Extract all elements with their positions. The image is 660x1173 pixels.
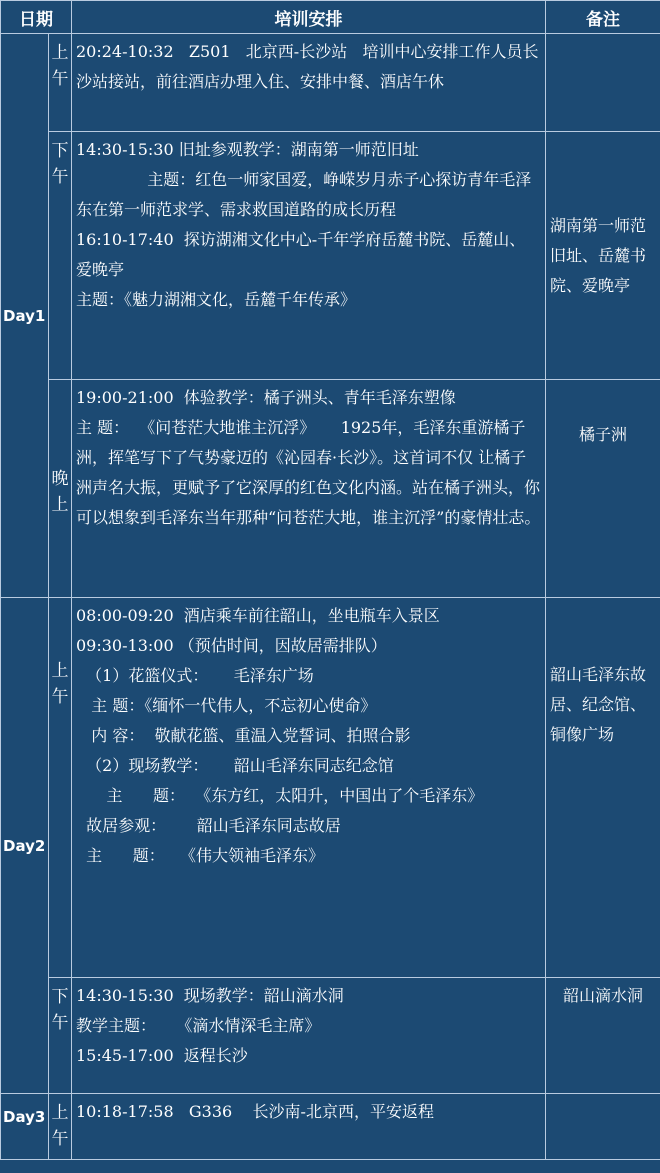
- schedule-line: （1）花篮仪式： 毛泽东广场: [76, 666, 314, 685]
- note-cell: [546, 1094, 660, 1160]
- header-schedule: 培训安排: [72, 1, 546, 34]
- table-row: [1, 1094, 660, 1160]
- schedule-line: 主 题： 《东方红，太阳升，中国出了个毛泽东》: [76, 786, 484, 805]
- schedule-line: 19:00-21:00 体验教学：橘子洲头、青年毛泽东塑像: [76, 388, 456, 407]
- period-label: [49, 132, 72, 380]
- schedule-cell: [72, 132, 546, 380]
- period-text: 下午: [51, 987, 69, 1033]
- schedule-line: 内 容： 敬献花篮、重温入党誓词、拍照合影: [76, 726, 411, 745]
- header-notes: 备注: [546, 1, 660, 34]
- period-label: [49, 1094, 72, 1160]
- schedule-line: 14:30-15:30 现场教学：韶山滴水洞: [76, 986, 344, 1005]
- header-date: 日期: [1, 1, 72, 34]
- table-row: [1, 978, 660, 1094]
- schedule-cell: [72, 380, 546, 598]
- note-cell: [546, 34, 660, 132]
- schedule-line: 09:30-13:00 （预估时间，因故居需排队）: [76, 636, 387, 655]
- table-row: [1, 34, 660, 132]
- schedule-line: 15:45-17:00 返程长沙: [76, 1046, 248, 1065]
- schedule-cell: [72, 1094, 546, 1160]
- table-row: [1, 598, 660, 978]
- day-label: Day1: [1, 34, 49, 598]
- schedule-line: 主 题： 《问苍茫大地谁主沉浮》 1925年，毛泽东重游橘子洲，挥笔写下了气势豪迈的《沁园春·长沙》。这首词不仅 让橘子洲声名大振，更赋予了它深厚的红色文化内涵。站在橘子洲头，你可以想象到毛泽东当年那种“问苍茫大地，谁主沉浮”的豪情壮志。: [76, 418, 541, 527]
- period-text: 上午: [51, 1103, 69, 1149]
- schedule-line: 14:30-15:30 旧址参观教学：湖南第一师范旧址: [76, 140, 419, 159]
- period-text: 晚上: [51, 468, 69, 515]
- table-row: [1, 380, 660, 598]
- period-text: 上午: [51, 43, 69, 89]
- day-label: Day2: [1, 598, 49, 1094]
- schedule-line: （2）现场教学： 韶山毛泽东同志纪念馆: [76, 756, 394, 775]
- schedule-line: 20:24-10:32 Z501 北京西-长沙站 培训中心安排工作人员长沙站接站，前往酒店办理入住、安排中餐、酒店午休: [76, 42, 539, 91]
- schedule-cell: [72, 978, 546, 1094]
- schedule-line: 教学主题： 《滴水情深毛主席》: [76, 1016, 321, 1035]
- schedule-line: 主 题： 《伟大领袖毛泽东》: [76, 846, 324, 865]
- period-label: [49, 380, 72, 598]
- day-label: Day3: [1, 1094, 49, 1160]
- header-row: [1, 1, 660, 34]
- period-label: [49, 978, 72, 1094]
- period-label: [49, 34, 72, 132]
- schedule-cell: [72, 34, 546, 132]
- schedule-cell: [72, 598, 546, 978]
- note-cell: 橘子洲: [546, 380, 660, 598]
- schedule-line: 主题：《魅力湖湘文化，岳麓千年传承》: [76, 290, 357, 309]
- schedule-line: 主 题：《缅怀一代伟人，不忘初心使命》: [76, 696, 377, 715]
- period-text: 下午: [51, 141, 69, 187]
- schedule-line: 主题：红色一师家国爱，峥嵘岁月赤子心探访青年毛泽东在第一师范求学、需求救国道路的成长历程: [76, 170, 532, 219]
- period-text: 上午: [51, 661, 69, 707]
- note-cell: 韶山滴水洞: [546, 978, 660, 1094]
- schedule-line: 08:00-09:20 酒店乘车前往韶山，坐电瓶车入景区: [76, 606, 440, 625]
- schedule-line: 10:18-17:58 G336 长沙南-北京西，平安返程: [76, 1102, 434, 1121]
- schedule-line: 故居参观： 韶山毛泽东同志故居: [76, 816, 341, 835]
- schedule-line: 16:10-17:40 探访湖湘文化中心-千年学府岳麓书院、岳麓山、爱晚亭: [76, 230, 526, 279]
- note-cell: 湖南第一师范旧址、岳麓书院、爱晚亭: [546, 132, 660, 380]
- table-row: [1, 132, 660, 380]
- period-label: [49, 598, 72, 978]
- note-cell: 韶山毛泽东故居、纪念馆、铜像广场: [546, 598, 660, 978]
